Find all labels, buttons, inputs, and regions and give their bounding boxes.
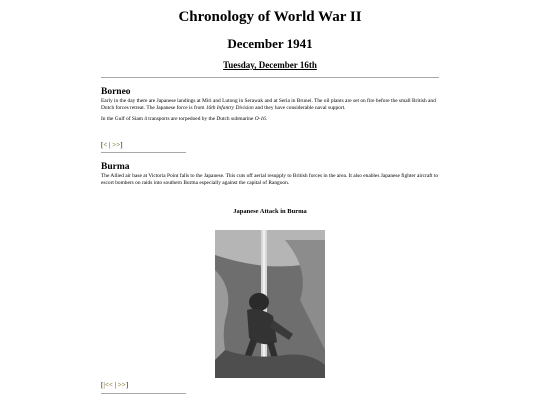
section-paragraph: Early in the day there are Japanese landings at Miri and Lutong in Serawak and at Seria in Brunei. The oil plants are set on fire before the small British and Dutch forces retreat. The Japanese force is from 16th Infantry Division and they have considerable naval support.: [101, 98, 436, 111]
nav-separator: |: [114, 381, 117, 389]
nav-bracket: ]: [125, 381, 129, 389]
prev-icon[interactable]: <: [103, 141, 108, 149]
war-photo: [215, 230, 325, 378]
section-heading: Borneo: [101, 87, 131, 97]
nav-bracket: [: [101, 381, 104, 389]
divider: [101, 77, 439, 78]
first-icon[interactable]: |<<: [103, 381, 113, 389]
section-burma: [101, 162, 439, 186]
section-borneo: [101, 87, 439, 123]
page-nav: [101, 141, 123, 149]
divider: [101, 152, 186, 153]
section-paragraph: The Allied air base at Victoria Point falls to the Japanese. This cuts off aerial resupply to British forces in the area. It also enables Japanese fighter aircraft to escort bombers on raids into southern Burma especially against the capital of Rangoon.: [101, 173, 439, 186]
nav-separator: |: [109, 141, 111, 149]
page-nav: [101, 381, 128, 389]
divider: [101, 393, 186, 394]
nav-bracket: ]: [120, 141, 123, 149]
site-title: Chronology of World War II: [178, 9, 362, 25]
section-heading: Burma: [101, 162, 130, 172]
last-icon[interactable]: >>: [117, 381, 126, 389]
next-icon[interactable]: >>: [112, 141, 121, 149]
figure-caption: Japanese Attack in Burma: [233, 208, 307, 215]
month-title: December 1941: [227, 36, 313, 51]
section-paragraph: In the Gulf of Siam 4 transports are torpedoed by the Dutch submarine O-16.: [101, 116, 268, 123]
date-heading: Tuesday, December 16th: [223, 60, 317, 70]
nav-bracket: [: [101, 141, 104, 149]
